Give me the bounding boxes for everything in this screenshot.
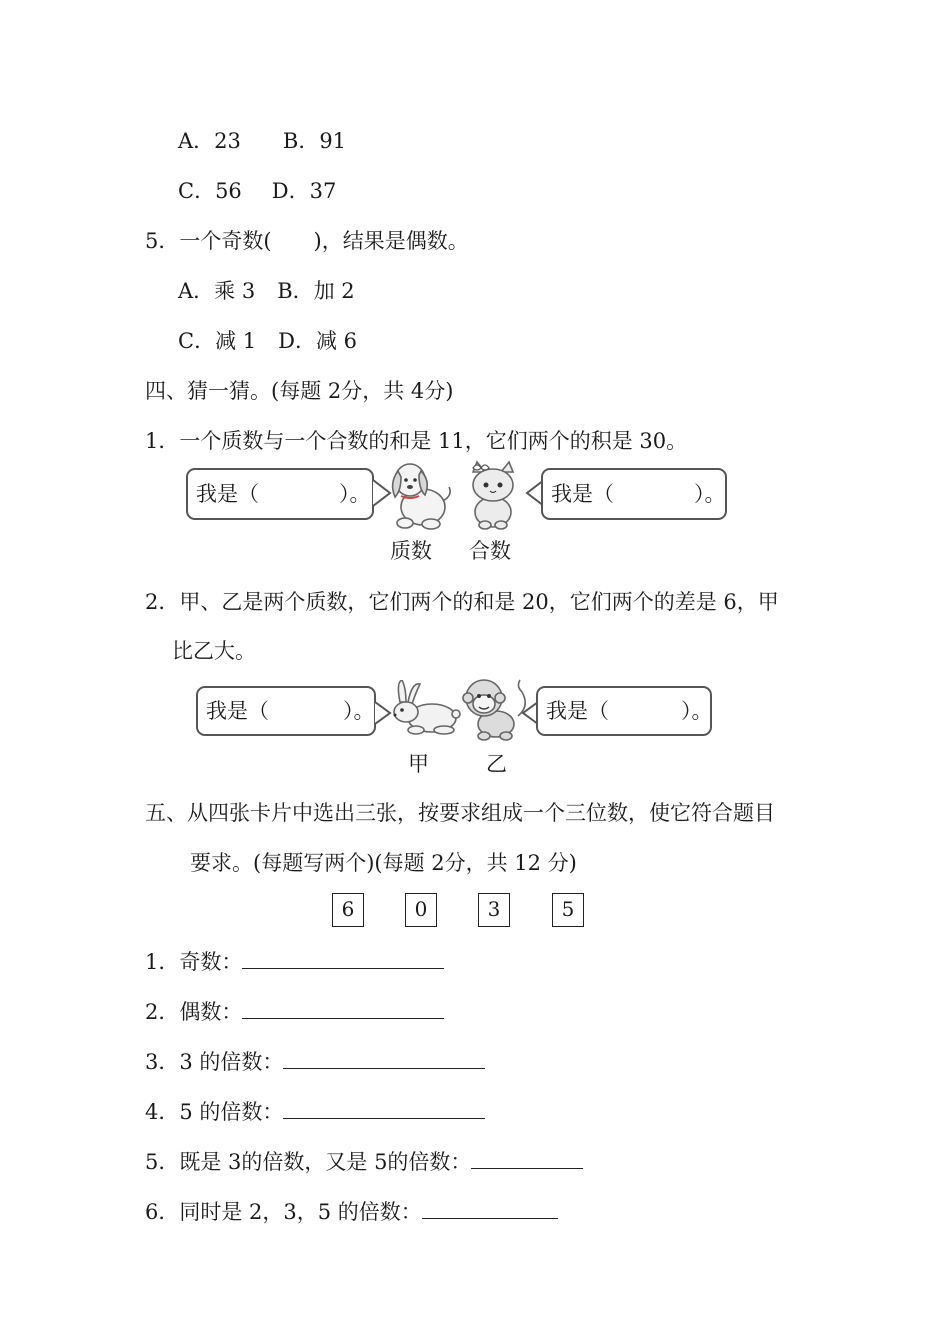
- bubble-right-prefix: 我是（: [551, 482, 614, 506]
- monkey-icon: [462, 676, 530, 742]
- bubble-left-prefix: 我是（: [206, 699, 269, 723]
- s4-q2-bubble-left[interactable]: [196, 686, 376, 736]
- answer-blank[interactable]: [471, 1150, 583, 1169]
- bubble-left-suffix: ）。: [339, 482, 371, 506]
- s5-item-5: [145, 1148, 583, 1176]
- s4-q2-text-line1: 2．甲、乙是两个质数，它们两个的和是 20，它们两个的差是 6，甲: [145, 590, 779, 614]
- dog-icon: [385, 455, 455, 530]
- q5-options-row2: [178, 327, 357, 355]
- bubble-left-prefix: 我是（: [196, 482, 259, 506]
- q5-option-c[interactable]: C．减 1: [178, 329, 257, 353]
- s5-item-3-label: 3．3 的倍数：: [145, 1050, 284, 1074]
- q5-option-d[interactable]: D．减 6: [278, 329, 357, 353]
- s5-item-4-label: 4．5 的倍数：: [145, 1100, 284, 1124]
- q5-options-row1: [178, 277, 355, 305]
- q5-stem: 5．一个奇数( )，结果是偶数。: [145, 229, 469, 253]
- q5-option-a[interactable]: A．乘 3: [178, 279, 256, 303]
- section5-title-line1: 五、从四张卡片中选出三张，按要求组成一个三位数，使它符合题目: [145, 801, 775, 825]
- s4-q2-text-line2: 比乙大。: [172, 639, 256, 663]
- s4-q1-bubble-right[interactable]: [541, 468, 727, 520]
- answer-blank[interactable]: [283, 1050, 485, 1069]
- answer-blank[interactable]: [242, 1000, 444, 1019]
- caption-yi: 乙: [486, 752, 507, 776]
- s5-item-2-label: 2．偶数：: [145, 1000, 243, 1024]
- q5-option-b[interactable]: B．加 2: [277, 279, 355, 303]
- caption-jia: 甲: [408, 752, 429, 776]
- number-card-5: 5: [552, 893, 584, 927]
- s5-item-2: [145, 998, 444, 1026]
- cat-icon: [463, 460, 523, 530]
- s4-q1-bubble-left[interactable]: [186, 468, 374, 520]
- q4-options-row2: [178, 177, 336, 205]
- caption-prime: 质数: [390, 539, 432, 563]
- answer-blank[interactable]: [283, 1100, 485, 1119]
- q4-option-d[interactable]: D．37: [271, 179, 337, 203]
- answer-blank[interactable]: [422, 1200, 558, 1219]
- section5-title-line2: 要求。(每题写两个)(每题 2分，共 12 分): [190, 851, 577, 875]
- q4-option-c[interactable]: C．56: [178, 179, 242, 203]
- s5-item-6-label: 6．同时是 2，3，5 的倍数：: [145, 1200, 422, 1224]
- number-card-6: 6: [332, 893, 364, 927]
- rabbit-icon: [386, 680, 462, 738]
- q4-option-a[interactable]: A．23: [178, 129, 241, 153]
- s5-item-5-label: 5．既是 3的倍数，又是 5的倍数：: [145, 1150, 472, 1174]
- s5-item-4: [145, 1098, 485, 1126]
- s5-item-1: [145, 948, 444, 976]
- s5-item-6: [145, 1198, 558, 1226]
- bubble-right-prefix: 我是（: [546, 699, 609, 723]
- number-card-0: 0: [405, 893, 437, 927]
- bubble-left-suffix: ）。: [343, 699, 375, 723]
- bubble-right-suffix: ）。: [681, 699, 713, 723]
- s5-item-3: [145, 1048, 485, 1076]
- s4-q2-bubble-right[interactable]: [536, 686, 712, 736]
- bubble-right-suffix: ）。: [694, 482, 726, 506]
- q4-option-b[interactable]: B．91: [282, 129, 347, 153]
- s5-item-1-label: 1．奇数：: [145, 950, 243, 974]
- answer-blank[interactable]: [242, 950, 444, 969]
- section4-title: 四、猜一猜。(每题 2分，共 4分): [145, 379, 454, 403]
- number-card-3: 3: [478, 893, 510, 927]
- s4-q1-text: 1．一个质数与一个合数的和是 11，它们两个的积是 30。: [145, 429, 688, 453]
- caption-composite: 合数: [469, 539, 511, 563]
- q4-options-row1: [178, 127, 346, 155]
